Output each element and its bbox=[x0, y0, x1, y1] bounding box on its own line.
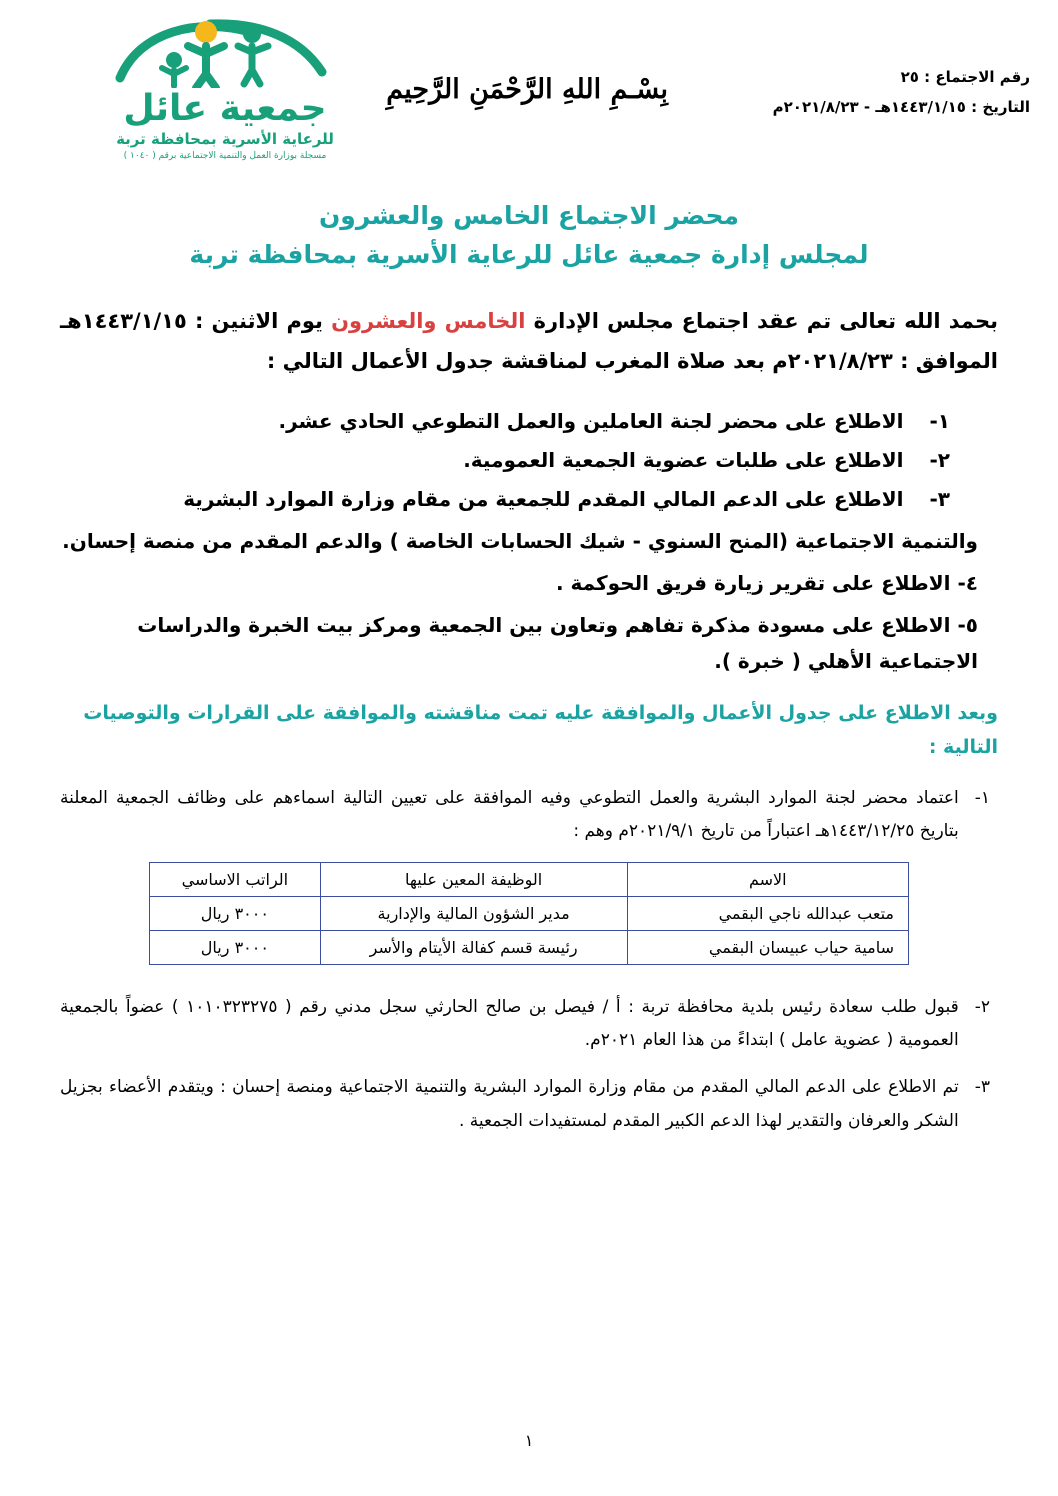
intro-part1: بحمد الله تعالى تم عقد اجتماع مجلس الإدارة bbox=[525, 308, 998, 333]
header-meta bbox=[773, 62, 1030, 122]
decisions-list bbox=[60, 782, 998, 848]
document-header bbox=[0, 0, 1058, 175]
table-row bbox=[150, 931, 909, 965]
agenda-item-number: ٣- bbox=[929, 487, 950, 512]
meeting-date-label: التاريخ : bbox=[971, 98, 1030, 116]
table-cell-position: رئيسة قسم كفالة الأيتام والأسر bbox=[320, 931, 627, 965]
list-item bbox=[60, 482, 998, 517]
table-cell-position: مدير الشؤون المالية والإدارية bbox=[320, 897, 627, 931]
intro-highlight: الخامس والعشرون bbox=[331, 308, 526, 333]
table-header-row bbox=[150, 863, 909, 897]
table-cell-name: سامية حياب عبيسان البقمي bbox=[627, 931, 908, 965]
meeting-date-value: ١٤٤٣/١/١٥هـ - ٢٠٢١/٨/٢٣م bbox=[772, 98, 966, 116]
document-body bbox=[0, 301, 1058, 1138]
table-cell-name: متعب عبدالله ناجي البقمي bbox=[627, 897, 908, 931]
decision-number: ٢- bbox=[974, 997, 990, 1018]
meeting-number-row bbox=[773, 62, 1030, 92]
decision-number: ١- bbox=[974, 787, 990, 808]
intro-part2: يوم الاثنين : ١٤٤٣/١/١٥هـ الموافق : ٢٠٢١/٨/٢٣م بعد صلاة المغرب لمناقشة جدول الأعمال التالي : bbox=[60, 308, 998, 374]
agenda-list bbox=[60, 404, 998, 517]
organization-logo bbox=[60, 16, 390, 161]
table-header-cell-salary: الراتب الاساسي bbox=[150, 863, 321, 897]
decision-text: تم الاطلاع على الدعم المالي المقدم من مقام وزارة الموارد البشرية والتنمية الاجتماعية ومنصة إحسان : ويتقدم الأعضاء بجزيل الشكر والعرفان والتقدير لهذا الدعم الكبير المقدم لمستفيدات الجمعية . bbox=[60, 1077, 959, 1131]
decision-text: اعتماد محضر لجنة الموارد البشرية والعمل التطوعي وفيه الموافقة على تعيين التالية اسماءهم على وظائف الجمعية المعلنة بتاريخ ١٤٤٣/١٢/٢٥هـ اعتباراً من تاريخ ٢٠٢١/٩/١م وهم : bbox=[60, 787, 959, 842]
intro-paragraph bbox=[60, 301, 998, 383]
meeting-number-value: ٢٥ bbox=[900, 68, 919, 86]
approval-note: وبعد الاطلاع على جدول الأعمال والموافقة عليه تمت مناقشته والموافقة على القرارات والتوصيات التالية : bbox=[83, 702, 998, 758]
agenda-item-number: ١- bbox=[929, 409, 950, 434]
table-header-cell-name: الاسم bbox=[627, 863, 908, 897]
logo-registration: مسجلة بوزارة العمل والتنمية الاجتماعية برقم ( ١٠٤٠ ) bbox=[123, 150, 327, 161]
appointments-table bbox=[149, 862, 909, 965]
agenda-item-continuation: والتنمية الاجتماعية (المنح السنوي - شيك الحسابات الخاصة ) والدعم المقدم من منصة إحسان. bbox=[62, 529, 978, 554]
agenda-item-text: الاطلاع على محضر لجنة العاملين والعمل التطوعي الحادي عشر. bbox=[278, 409, 904, 434]
agenda-item-5: ٥- الاطلاع على مسودة مذكرة تفاهم وتعاون بين الجمعية ومركز بيت الخبرة والدراسات الاجتماعية الأهلي ( خبرة ). bbox=[137, 613, 978, 674]
agenda-item-text: الاطلاع على طلبات عضوية الجمعية العمومية. bbox=[463, 448, 904, 473]
decision-number: ٣- bbox=[974, 1077, 990, 1098]
table-cell-salary: ٣٠٠٠ ريال bbox=[150, 931, 321, 965]
list-item bbox=[60, 404, 998, 439]
page-title-line2: لمجلس إدارة جمعية عائل للرعاية الأسرية بمحافظة تربة bbox=[189, 239, 869, 269]
page-title-line1: محضر الاجتماع الخامس والعشرون bbox=[318, 201, 740, 230]
decision-text: قبول طلب سعادة رئيس بلدية محافظة تربة : أ / فيصل بن صالح الحارثي سجل مدني رقم ( ١٠١٠٣٢٣٢٧٥ ) عضواً بالجمعية العمومية ( عضوية عامل ) ابتداءً من هذا العام ٢٠٢١م. bbox=[60, 997, 959, 1051]
table-cell-salary: ٣٠٠٠ ريال bbox=[150, 897, 321, 931]
basmala-text: بِسْـمِ اللهِ الرَّحْمَنِ الرَّحِيمِ bbox=[386, 74, 668, 105]
page-number: ١ bbox=[524, 1431, 534, 1450]
meeting-number-label: رقم الاجتماع : bbox=[924, 68, 1030, 86]
logo-name: جمعية عائل bbox=[123, 88, 327, 129]
meeting-date-row bbox=[773, 92, 1030, 122]
list-item bbox=[60, 1071, 998, 1137]
page-title bbox=[0, 197, 1058, 275]
table-row bbox=[150, 897, 909, 931]
table-header-cell-position: الوظيفة المعين عليها bbox=[320, 863, 627, 897]
agenda-item-text: الاطلاع على الدعم المالي المقدم للجمعية من مقام وزارة الموارد البشرية bbox=[183, 487, 904, 512]
agenda-item-4: ٤- الاطلاع على تقرير زيارة فريق الحوكمة . bbox=[555, 571, 978, 596]
list-item bbox=[60, 991, 998, 1057]
list-item bbox=[60, 782, 998, 848]
list-item bbox=[60, 443, 998, 478]
agenda-item-number: ٢- bbox=[929, 448, 950, 473]
logo-mark-icon bbox=[60, 16, 390, 88]
logo-subtitle: للرعاية الأسرية بمحافظة تربة bbox=[116, 129, 334, 148]
decisions-list-continued bbox=[60, 991, 998, 1138]
